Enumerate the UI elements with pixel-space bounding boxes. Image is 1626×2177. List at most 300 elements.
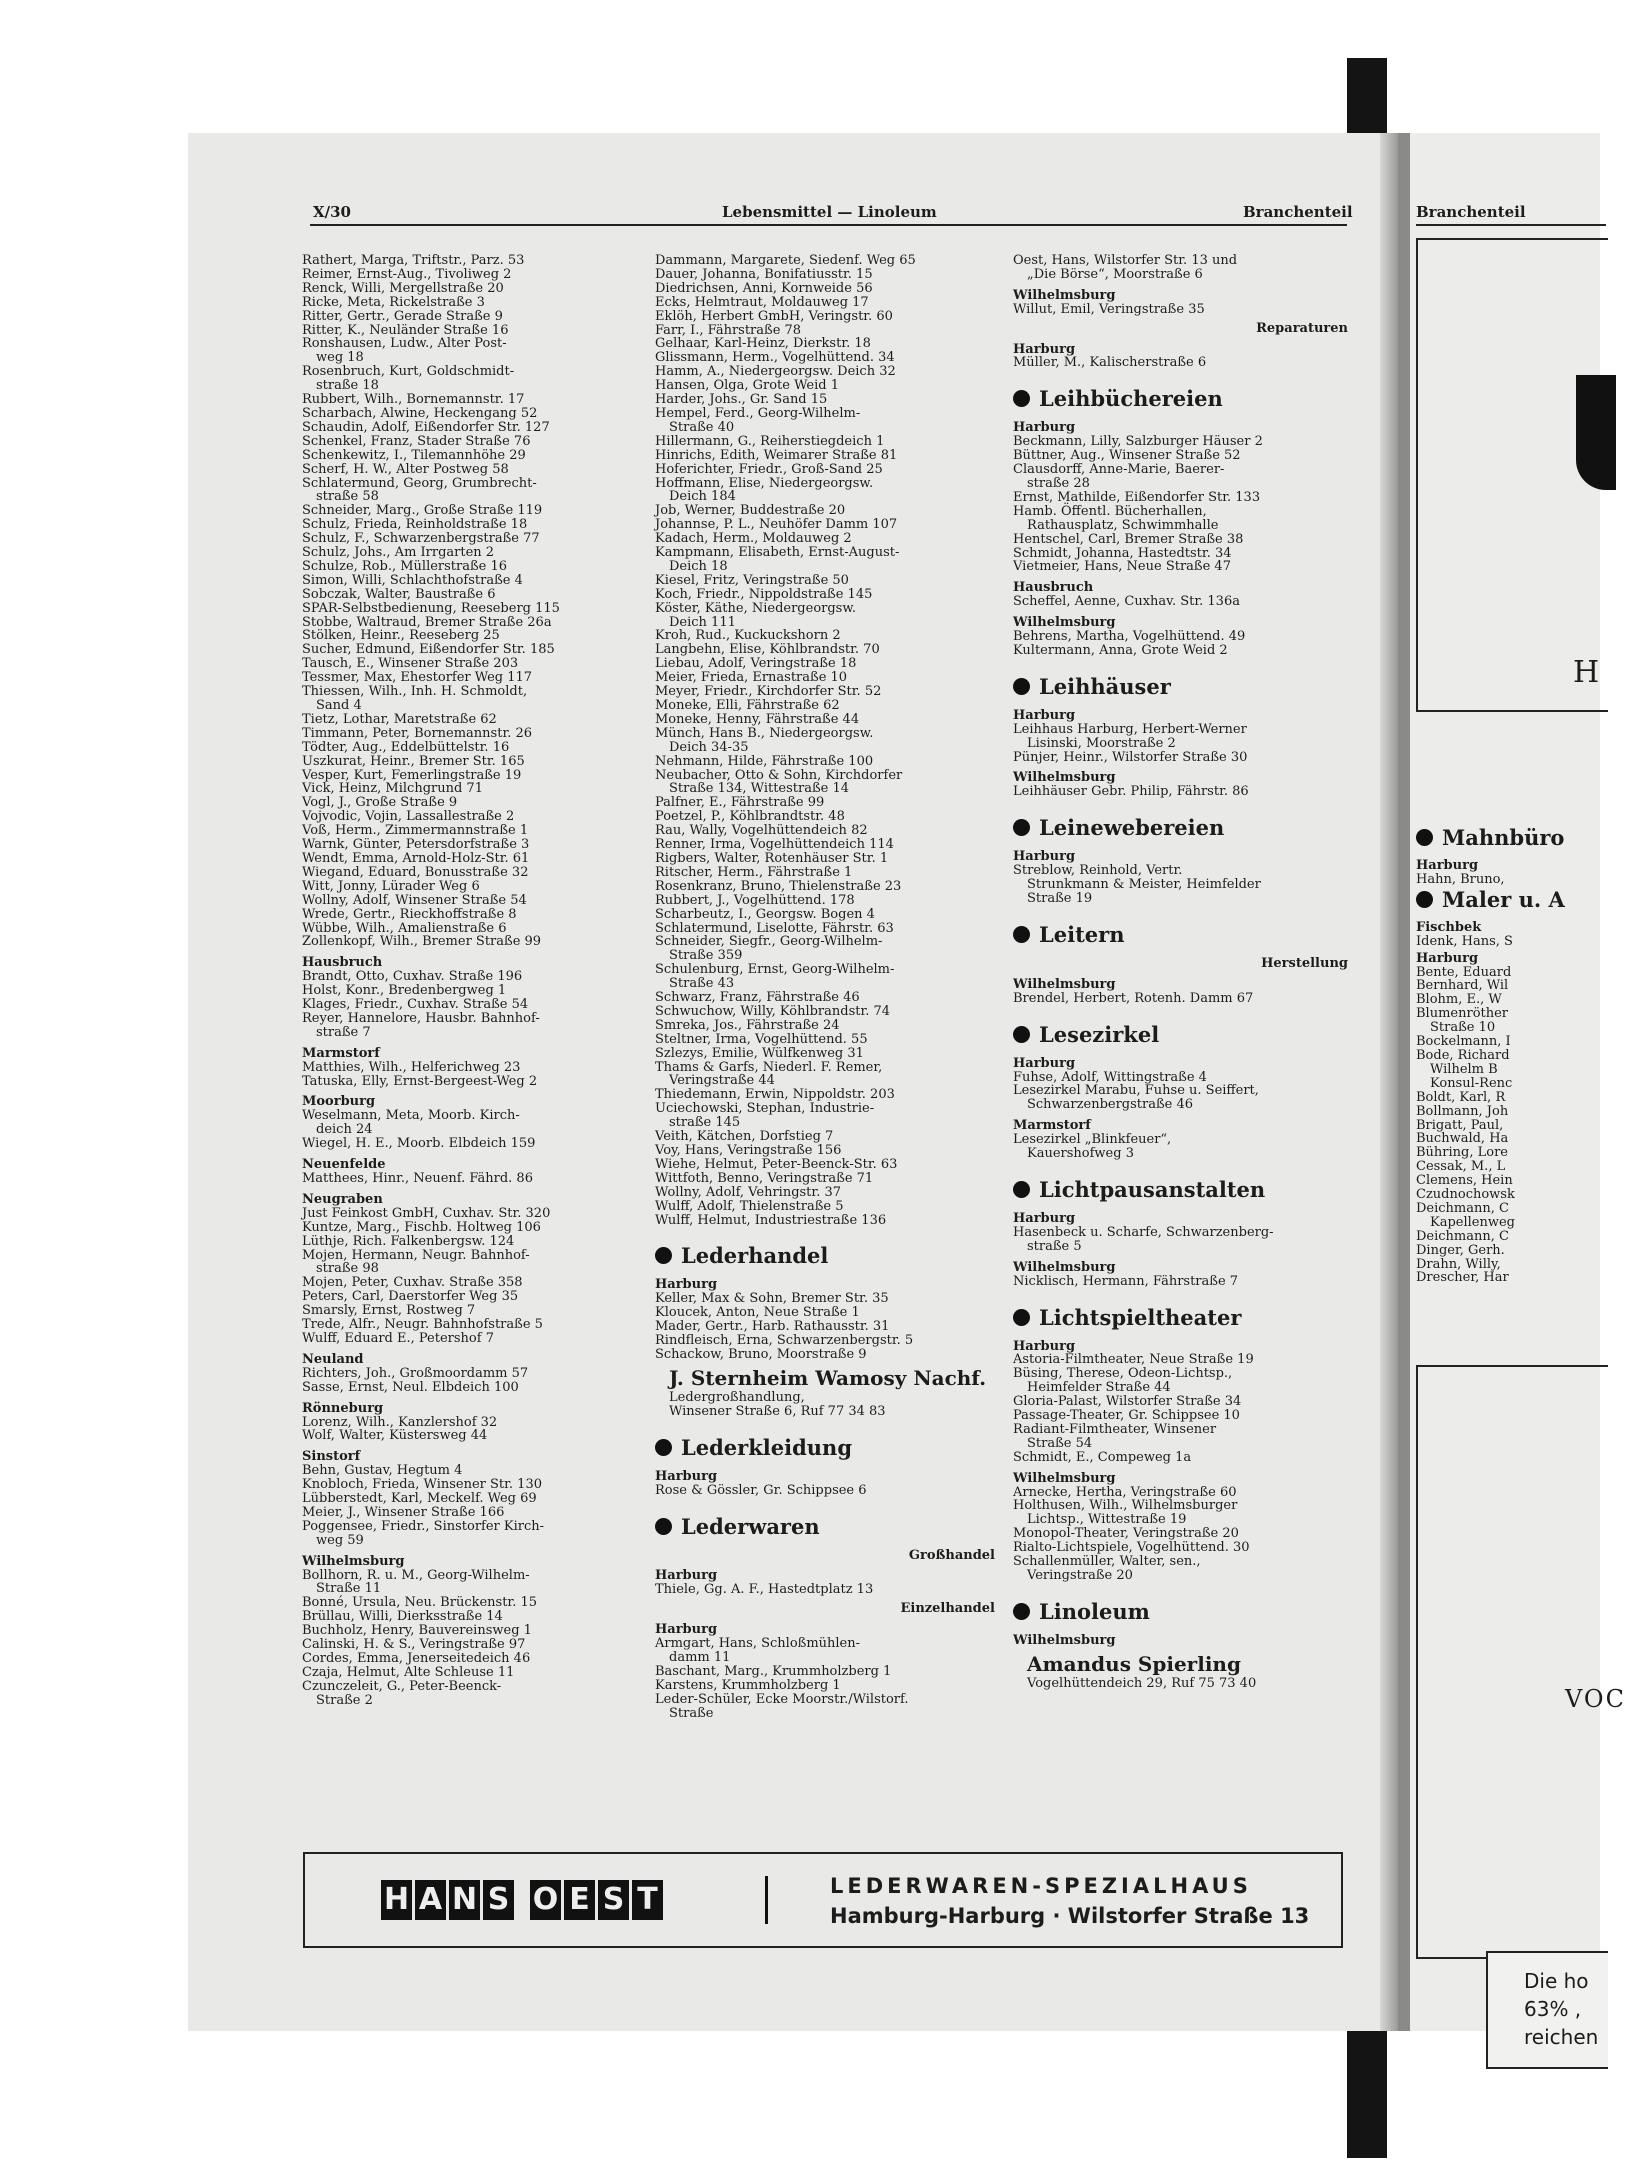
listing-entry: Rosenbruch, Kurt, Goldschmidt-: [302, 364, 515, 380]
right-ad-line: reichen: [1524, 2025, 1599, 2049]
subcategory-heading: Reparaturen: [1256, 320, 1348, 336]
listing-entry: Bente, Eduard: [1416, 964, 1512, 980]
listing-entry-continuation: Heimfelder Straße 44: [1027, 1380, 1171, 1396]
category-heading-label: Linoleum: [1039, 1598, 1150, 1624]
listing-entry: Reyer, Hannelore, Hausbr. Bahnhof-: [302, 1010, 540, 1026]
listing-entry: Kroh, Rud., Kuckuckshorn 2: [655, 628, 841, 644]
listing-entry: Klages, Friedr., Cuxhav. Straße 54: [302, 997, 529, 1013]
district-heading: Neuenfelde: [302, 1157, 386, 1173]
listing-entry-continuation: Deich 111: [669, 614, 736, 630]
category-heading: [1416, 887, 1565, 913]
listing-entry: Smreka, Jos., Fährstraße 24: [655, 1017, 840, 1033]
listing-entry: Hasenbeck u. Scharfe, Schwarzenberg-: [1013, 1224, 1274, 1240]
listing-entry: Brüllau, Willi, Dierksstraße 14: [302, 1609, 503, 1625]
listing-entry-continuation: Strunkmann & Meister, Heimfelder: [1027, 877, 1261, 893]
section-title: Lebensmittel — Linoleum: [722, 203, 937, 221]
listing-entry-continuation: Deich 34-35: [669, 739, 749, 755]
listing-entry: Rose & Gössler, Gr. Schippsee 6: [655, 1482, 867, 1498]
listing-entry: Matthies, Wilh., Helferichweg 23: [302, 1059, 521, 1075]
ad-headline: LEDERWAREN-SPEZIALHAUS: [830, 1874, 1252, 1898]
listing-entry: Richters, Joh., Großmoordamm 57: [302, 1365, 529, 1381]
listing-entry: Schenkel, Franz, Stader Straße 76: [302, 433, 531, 449]
district-heading: Neuland: [302, 1351, 364, 1367]
listing-entry-continuation: damm 11: [669, 1649, 731, 1665]
listing-entry: Kuntze, Marg., Fischb. Holtweg 106: [302, 1219, 541, 1235]
listing-entry: Schwarz, Franz, Fährstraße 46: [655, 990, 860, 1006]
listing-entry: Moneke, Elli, Fährstraße 62: [655, 698, 840, 713]
listing-entry: Weselmann, Meta, Moorb. Kirch-: [302, 1108, 520, 1124]
category-heading-label: Lederhandel: [681, 1243, 829, 1269]
listing-entry: Langbehn, Elise, Köhlbrandstr. 70: [655, 642, 880, 658]
district-heading: Wilhelmsburg: [1013, 1259, 1116, 1275]
listing-entry-continuation: Straße 40: [669, 419, 735, 435]
listing-entry-continuation: Straße 11: [316, 1581, 382, 1597]
listing-entry: Hoferichter, Friedr., Groß-Sand 25: [655, 461, 883, 477]
listing-entry: Schulz, F., Schwarzenbergstraße 77: [302, 531, 540, 547]
right-ad-line: 63% ,: [1524, 1997, 1582, 2021]
listing-column-1: [302, 254, 642, 1708]
listing-entry: Sasse, Ernst, Neul. Elbdeich 100: [302, 1379, 519, 1395]
category-heading-label: Leinewebereien: [1039, 815, 1225, 841]
listing-entry: Moneke, Henny, Fährstraße 44: [655, 711, 860, 727]
listing-entry: Kloucek, Anton, Neue Straße 1: [655, 1305, 860, 1321]
listing-entry: Kultermann, Anna, Grote Weid 2: [1013, 642, 1228, 658]
district-heading: Wilhelmsburg: [1013, 1470, 1116, 1486]
listing-entry: Rathert, Marga, Triftstr., Parz. 53: [302, 253, 525, 268]
listing-entry: Schenkewitz, I., Tilemannhöhe 29: [302, 447, 526, 463]
listing-entry-continuation: Rathausplatz, Schwimmhalle: [1027, 517, 1219, 533]
listing-entry: Harder, Johs., Gr. Sand 15: [655, 392, 828, 408]
listing-entry-continuation: Straße 10: [1430, 1020, 1496, 1036]
listing-entry: Meier, J., Winsener Straße 166: [302, 1504, 505, 1520]
listing-entry-continuation: Lisinski, Moorstraße 2: [1027, 735, 1176, 751]
category-heading: [1416, 825, 1565, 851]
listing-entry: Meier, Frieda, Ernastraße 10: [655, 670, 848, 686]
district-heading: Harburg: [655, 1277, 718, 1293]
listing-entry: Passage-Theater, Gr. Schippsee 10: [1013, 1408, 1240, 1424]
listing-entry-continuation: straße 58: [316, 489, 379, 505]
listing-entry-continuation: Winsener Straße 6, Ruf 77 34 83: [669, 1403, 886, 1419]
district-heading: Wilhelmsburg: [1013, 976, 1116, 992]
listing-entry-continuation: Konsul-Renc: [1430, 1075, 1513, 1091]
listing-entry: Bollmann, Joh: [1416, 1103, 1509, 1119]
listing-entry: Rigbers, Walter, Rotenhäuser Str. 1: [655, 850, 889, 866]
ad-address: Hamburg-Harburg · Wilstorfer Straße 13: [830, 1904, 1310, 1928]
listing-entry: Nehmann, Hilde, Fährstraße 100: [655, 753, 874, 769]
category-heading: [655, 1435, 995, 1461]
listing-entry: Wübbe, Wilh., Amalienstraße 6: [302, 920, 507, 936]
listing-entry: Trede, Alfr., Neugr. Bahnhofstraße 5: [302, 1317, 543, 1333]
listing-entry: Wollny, Adolf, Vehringstr. 37: [655, 1184, 841, 1200]
listing-entry: Stölken, Heinr., Reeseberg 25: [302, 628, 500, 644]
listing-entry: Hahn, Bruno,: [1416, 871, 1505, 887]
part-title: Branchenteil: [1243, 203, 1353, 221]
listing-entry: Brendel, Herbert, Rotenh. Damm 67: [1013, 990, 1254, 1006]
listing-entry: Szlezys, Emilie, Wülfkenweg 31: [655, 1045, 864, 1061]
listing-entry: Oest, Hans, Wilstorfer Str. 13 und: [1013, 253, 1238, 268]
listing-entry: Münch, Hans B., Niedergeorgsw.: [655, 725, 874, 741]
listing-entry: Bollhorn, R. u. M., Georg-Wilhelm-: [302, 1567, 530, 1583]
hans-oest-advertisement: [303, 1852, 1343, 1948]
district-heading: Sinstorf: [302, 1449, 361, 1465]
district-heading: Harburg: [1013, 1055, 1076, 1071]
listing-entry: Dinger, Gerh.: [1416, 1242, 1505, 1258]
listing-entry: Simon, Willi, Schlachthofstraße 4: [302, 572, 523, 588]
listing-entry: Brigatt, Paul,: [1416, 1117, 1504, 1133]
listing-entry-continuation: Straße 43: [669, 976, 735, 992]
listing-entry-continuation: Straße 134, Wittestraße 14: [669, 781, 850, 797]
listing-entry: Deichmann, C: [1416, 1228, 1509, 1244]
listing-entry: Drahn, Willy,: [1416, 1256, 1501, 1272]
listing-entry: Wendt, Emma, Arnold-Holz-Str. 61: [302, 850, 530, 866]
listing-entry-continuation: Ledergroßhandlung,: [669, 1389, 805, 1405]
listing-entry: Clausdorff, Anne-Marie, Baerer-: [1013, 462, 1225, 478]
listing-entry: Wiegel, H. E., Moorb. Elbdeich 159: [302, 1136, 536, 1152]
listing-entry: Rau, Wally, Vogelhüttendeich 82: [655, 823, 868, 839]
listing-entry: Farr, I., Fährstraße 78: [655, 322, 802, 338]
listing-entry: Rialto-Lichtspiele, Vogelhüttend. 30: [1013, 1540, 1250, 1556]
listing-entry: Thiessen, Wilh., Inh. H. Schmoldt,: [302, 684, 528, 700]
listing-entry: Clemens, Hein: [1416, 1173, 1513, 1189]
district-heading: Harburg: [1013, 420, 1076, 436]
listing-entry-continuation: straße 5: [1027, 1238, 1082, 1254]
right-page-header: Branchenteil: [1416, 203, 1526, 221]
district-heading: Harburg: [1013, 341, 1076, 357]
bullet-icon: [1013, 819, 1030, 836]
listing-entry: Gelhaar, Karl-Heinz, Dierkstr. 18: [655, 336, 871, 352]
listing-entry: Wittfoth, Benno, Veringstraße 71: [655, 1170, 874, 1186]
district-heading: Harburg: [1013, 1210, 1076, 1226]
listing-entry: Tausch, E., Winsener Straße 203: [302, 656, 519, 672]
listing-entry: Thams & Garfs, Niederl. F. Remer,: [655, 1059, 883, 1075]
listing-entry-continuation: Straße: [669, 1705, 714, 1721]
listing-entry: Boldt, Karl, R: [1416, 1089, 1506, 1105]
listing-entry: Schmidt, Johanna, Hastedtstr. 34: [1013, 545, 1232, 561]
listing-entry: Matthees, Hinr., Neuenf. Fährd. 86: [302, 1171, 533, 1186]
district-heading: Wilhelmsburg: [1013, 770, 1116, 786]
listing-entry: Wulff, Helmut, Industriestraße 136: [655, 1212, 887, 1228]
listing-entry: Zollenkopf, Wilh., Bremer Straße 99: [302, 934, 542, 950]
listing-entry: Ronshausen, Ludw., Alter Post-: [302, 336, 507, 352]
listing-entry: Dammann, Margarete, Siedenf. Weg 65: [655, 253, 916, 268]
listing-entry: Schmidt, E., Compeweg 1a: [1013, 1449, 1192, 1465]
listing-entry: Wiegand, Eduard, Bonusstraße 32: [302, 864, 529, 880]
listing-entry-continuation: straße 7: [316, 1024, 371, 1040]
listing-entry: Arnecke, Hertha, Veringstraße 60: [1013, 1484, 1237, 1500]
listing-entry: Beckmann, Lilly, Salzburger Häuser 2: [1013, 434, 1263, 450]
listing-entry: Veith, Kätchen, Dorfstieg 7: [655, 1129, 834, 1145]
subcategory-heading: Großhandel: [908, 1547, 995, 1563]
featured-entry: Amandus Spierling: [1027, 1651, 1241, 1676]
listing-entry: Witt, Jonny, Lürader Weg 6: [302, 878, 480, 894]
listing-entry: Gloria-Palast, Wilstorfer Straße 34: [1013, 1394, 1242, 1410]
listing-entry: Behrens, Martha, Vogelhüttend. 49: [1013, 629, 1246, 645]
listing-entry: Czaja, Helmut, Alte Schleuse 11: [302, 1664, 515, 1680]
right-ad-box-2: [1486, 1951, 1608, 2069]
listing-entry: Voy, Hans, Veringstraße 156: [655, 1143, 842, 1158]
listing-entry: Cessak, M., L: [1416, 1159, 1506, 1175]
listing-entry: Hamm, A., Niedergeorgsw. Deich 32: [655, 364, 896, 380]
listing-entry-continuation: Veringstraße 44: [669, 1073, 775, 1089]
listing-entry: Vietmeier, Hans, Neue Straße 47: [1013, 559, 1231, 575]
listing-entry: Radiant-Filmtheater, Winsener: [1013, 1421, 1217, 1437]
listing-entry: Rindfleisch, Erna, Schwarzenbergstr. 5: [655, 1333, 914, 1349]
listing-entry: Bode, Richard: [1416, 1047, 1510, 1063]
listing-entry: Wollny, Adolf, Winsener Straße 54: [302, 892, 527, 908]
district-heading: Wilhelmsburg: [1013, 615, 1116, 631]
listing-entry-continuation: straße 98: [316, 1261, 379, 1277]
listing-entry: Uszkurat, Heinr., Bremer Str. 165: [302, 753, 525, 769]
district-heading: Wilhelmsburg: [1013, 1632, 1116, 1648]
listing-entry: Wolf, Walter, Küstersweg 44: [302, 1428, 488, 1444]
listing-entry: Vick, Heinz, Milchgrund 71: [302, 781, 483, 797]
listing-entry-continuation: Vogelhüttendeich 29, Ruf 75 73 40: [1027, 1675, 1257, 1691]
listing-entry: Sobczak, Walter, Baustraße 6: [302, 586, 496, 602]
listing-entry: Schneider, Marg., Große Straße 119: [302, 503, 543, 519]
category-heading: [1013, 922, 1348, 948]
right-ad-text: VOC: [1565, 1685, 1626, 1713]
listing-entry: Blumenröther: [1416, 1006, 1509, 1022]
listing-entry: Tessmer, Max, Ehestorfer Weg 117: [302, 670, 533, 686]
listing-entry: Bernhard, Wil: [1416, 978, 1509, 994]
listing-entry: Mojen, Hermann, Neugr. Bahnhof-: [302, 1247, 530, 1263]
listing-entry: Job, Werner, Buddestraße 20: [655, 503, 846, 519]
listing-entry: Czunczeleit, G., Peter-Beenck-: [302, 1678, 502, 1694]
listing-entry: Hamb. Öffentl. Bücherhallen,: [1013, 503, 1207, 519]
listing-entry: Warnk, Günter, Petersdorfstraße 3: [302, 837, 530, 853]
district-heading: Harburg: [655, 1622, 718, 1638]
featured-entry: Wilhelm B: [1430, 1061, 1498, 1077]
listing-entry: Mojen, Peter, Cuxhav. Straße 358: [302, 1275, 523, 1291]
listing-entry: Kiesel, Fritz, Veringstraße 50: [655, 572, 849, 588]
right-header-rule: [1416, 224, 1606, 226]
listing-entry: Tatuska, Elly, Ernst-Bergeest-Weg 2: [302, 1073, 538, 1089]
listing-entry: Rubbert, J., Vogelhüttend. 178: [655, 892, 855, 908]
listing-entry: Schulz, Frieda, Reinholdstraße 18: [302, 517, 528, 533]
listing-entry: Schallenmüller, Walter, sen.,: [1013, 1554, 1201, 1570]
category-heading-label: Mahnbüro: [1442, 825, 1565, 850]
logo-letter: S: [483, 1880, 514, 1920]
book-spine: [1398, 133, 1410, 2031]
listing-entry: Deichmann, C: [1416, 1200, 1509, 1216]
listing-entry: Nicklisch, Hermann, Fährstraße 7: [1013, 1273, 1239, 1289]
listing-entry: Hansen, Olga, Grote Weid 1: [655, 378, 839, 394]
listing-entry: Drescher, Har: [1416, 1270, 1509, 1286]
listing-entry: Hinrichs, Edith, Weimarer Straße 81: [655, 447, 898, 463]
listing-entry: Poggensee, Friedr., Sinstorfer Kirch-: [302, 1518, 545, 1534]
listing-entry: Vogl, J., Große Straße 9: [302, 795, 458, 811]
hans-oest-logo: [381, 1880, 663, 1920]
listing-entry-continuation: Straße 359: [669, 948, 743, 964]
listing-entry: Scherf, H. W., Alter Postweg 58: [302, 461, 509, 477]
listing-entry-continuation: deich 24: [316, 1122, 373, 1138]
listing-entry-continuation: Lichtsp., Wittestraße 19: [1027, 1512, 1187, 1528]
district-heading: Wilhelmsburg: [302, 1553, 405, 1569]
listing-entry: Scheffel, Aenne, Cuxhav. Str. 136a: [1013, 594, 1240, 610]
listing-entry: Schaudin, Adolf, Eißendorfer Str. 127: [302, 419, 550, 435]
logo-letter: A: [415, 1880, 446, 1920]
listing-entry-continuation: „Die Börse“, Moorstraße 6: [1027, 266, 1203, 282]
featured-entry: J. Sternheim Wamosy Nachf.: [669, 1365, 987, 1390]
bullet-icon: [1013, 678, 1030, 695]
listing-entry-continuation: Straße 54: [1027, 1435, 1093, 1451]
listing-entry: Rubbert, Wilh., Bornemannstr. 17: [302, 392, 525, 408]
listing-entry-continuation: straße 18: [316, 378, 379, 394]
listing-entry: Schlatermund, Liselotte, Fährstr. 63: [655, 920, 894, 936]
listing-entry: Bonné, Ursula, Neu. Brückenstr. 15: [302, 1595, 538, 1611]
bullet-icon: [1013, 1026, 1030, 1043]
listing-entry: Liebau, Adolf, Veringstraße 18: [655, 656, 857, 672]
listing-entry: Schwuchow, Willy, Köhlbrandstr. 74: [655, 1003, 891, 1019]
listing-column-2: [655, 254, 995, 1720]
district-heading: Hausbruch: [302, 955, 383, 971]
listing-entry: Thiele, Gg. A. F., Hastedtplatz 13: [655, 1582, 874, 1598]
listing-entry: Hillermann, G., Reiherstiegdeich 1: [655, 433, 885, 449]
district-heading: Harburg: [655, 1568, 718, 1584]
listing-column-3: [1013, 254, 1348, 1691]
district-heading: Hausbruch: [1013, 580, 1094, 596]
listing-entry: Vojvodic, Vojin, Lassallestraße 2: [302, 809, 515, 825]
listing-entry: Koch, Friedr., Nippoldstraße 145: [655, 586, 873, 602]
listing-entry: Ritter, K., Neuländer Straße 16: [302, 322, 509, 338]
listing-entry: Ernst, Mathilde, Eißendorfer Str. 133: [1013, 489, 1261, 505]
listing-entry: Schlatermund, Georg, Grumbrecht-: [302, 475, 537, 491]
listing-entry-continuation: Kauershofweg 3: [1027, 1146, 1134, 1162]
listing-entry: Scharbeutz, I., Georgsw. Bogen 4: [655, 906, 875, 922]
logo-letter: H: [381, 1880, 412, 1920]
listing-entry-continuation: Veringstraße 20: [1027, 1568, 1133, 1583]
listing-entry: Wrede, Gertr., Rieckhoffstraße 8: [302, 906, 517, 922]
listing-entry: Ecks, Helmtraut, Moldauweg 17: [655, 294, 869, 310]
listing-entry: Renck, Willi, Mergellstraße 20: [302, 280, 504, 296]
logo-letter: H: [1573, 655, 1600, 690]
listing-entry: Schneider, Siegfr., Georg-Wilhelm-: [655, 934, 883, 950]
listing-entry: Poetzel, P., Köhlbrandtstr. 48: [655, 809, 845, 825]
listing-entry: Wiehe, Helmut, Peter-Beenck-Str. 63: [655, 1156, 898, 1172]
listing-entry-continuation: weg 18: [316, 350, 364, 366]
listing-entry: Uciechowski, Stephan, Industrie-: [655, 1101, 875, 1117]
listing-entry: Tietz, Lothar, Maretstraße 62: [302, 711, 497, 727]
district-heading: Wilhelmsburg: [1013, 287, 1116, 303]
listing-entry: Wulff, Eduard E., Petershof 7: [302, 1330, 494, 1346]
listing-entry: Köster, Käthe, Niedergeorgsw.: [655, 600, 857, 616]
listing-entry: Rosenkranz, Bruno, Thielenstraße 23: [655, 878, 902, 894]
listing-entry: Vesper, Kurt, Femerlingstraße 19: [302, 767, 522, 783]
listing-entry-continuation: straße 145: [669, 1115, 741, 1131]
category-heading-label: Lichtpausanstalten: [1039, 1176, 1266, 1202]
listing-entry: Calinski, H. & S., Veringstraße 97: [302, 1637, 526, 1653]
listing-entry: Steltner, Irma, Vogelhüttend. 55: [655, 1031, 868, 1047]
district-heading: Neugraben: [302, 1191, 383, 1207]
listing-entry: Streblow, Reinhold, Vertr.: [1013, 863, 1183, 879]
listing-entry: Palfner, E., Fährstraße 99: [655, 795, 825, 811]
gutter-shadow: [1380, 133, 1398, 2031]
listing-entry: Timmann, Peter, Bornemannstr. 26: [302, 725, 533, 741]
listing-entry: Diedrichsen, Anni, Kornweide 56: [655, 280, 873, 296]
right-listing-column: [1416, 825, 1565, 1285]
bullet-icon: [655, 1247, 672, 1264]
category-heading-label: Leitern: [1039, 921, 1125, 947]
category-heading-label: Lichtspieltheater: [1039, 1304, 1242, 1330]
listing-entry: Czudnochowsk: [1416, 1187, 1515, 1203]
listing-entry: Schackow, Bruno, Moorstraße 9: [655, 1346, 867, 1362]
listing-entry: Schulz, Johs., Am Irrgarten 2: [302, 545, 495, 561]
district-heading: Harburg: [1416, 858, 1479, 873]
district-heading: Fischbek: [1416, 919, 1482, 935]
district-heading: Harburg: [655, 1468, 718, 1484]
listing-entry: Buchwald, Ha: [1416, 1131, 1509, 1147]
district-heading: Harburg: [1013, 1338, 1076, 1354]
listing-entry: Ritscher, Herm., Fährstraße 1: [655, 864, 853, 880]
bullet-icon: [1013, 1309, 1030, 1326]
listing-entry: Scharbach, Alwine, Heckengang 52: [302, 405, 538, 421]
listing-entry: Kadach, Herm., Moldauweg 2: [655, 531, 852, 547]
district-heading: Harburg: [1416, 950, 1479, 966]
listing-entry: Knobloch, Frieda, Winsener Str. 130: [302, 1477, 542, 1493]
category-heading-label: Leihhäuser: [1039, 673, 1171, 699]
subcategory-heading: Einzelhandel: [900, 1601, 995, 1617]
listing-entry-continuation: Sand 4: [316, 698, 362, 713]
listing-entry: Leihhaus Harburg, Herbert-Werner: [1013, 721, 1247, 737]
listing-entry: Ritter, Gertr., Gerade Straße 9: [302, 308, 503, 324]
category-heading-label: Maler u. A: [1442, 886, 1565, 912]
listing-entry: Reimer, Ernst-Aug., Tivoliweg 2: [302, 266, 512, 282]
listing-entry: Lorenz, Wilh., Kanzlershof 32: [302, 1414, 498, 1430]
category-heading: [1013, 1177, 1348, 1203]
district-heading: Marmstorf: [1013, 1118, 1091, 1134]
listing-entry: Hempel, Ferd., Georg-Wilhelm-: [655, 405, 861, 421]
district-heading: Harburg: [1013, 849, 1076, 865]
logo-letter: N: [449, 1880, 480, 1920]
category-heading-label: Lesezirkel: [1039, 1021, 1160, 1047]
listing-entry: Sucher, Edmund, Eißendorfer Str. 185: [302, 642, 555, 658]
category-heading-label: Leihbüchereien: [1039, 386, 1223, 412]
listing-entry: Buchholz, Henry, Bauvereinsweg 1: [302, 1623, 532, 1639]
category-heading: [655, 1243, 995, 1269]
listing-entry: Johannse, P. L., Neuhöfer Damm 107: [655, 517, 898, 533]
listing-entry: Just Feinkost GmbH, Cuxhav. Str. 320: [302, 1205, 551, 1221]
bullet-icon: [655, 1439, 672, 1456]
listing-entry: Tödter, Aug., Eddelbüttelstr. 16: [302, 739, 510, 755]
logo-letter: S: [598, 1880, 629, 1920]
listing-entry: Pünjer, Heinr., Wilstorfer Straße 30: [1013, 749, 1248, 765]
listing-entry: Renner, Irma, Vogelhüttendeich 114: [655, 837, 894, 853]
listing-entry: Lesezirkel Marabu, Fuhse u. Seiffert,: [1013, 1083, 1259, 1099]
header-rule: [310, 224, 1347, 226]
listing-entry: Karstens, Krummholzberg 1: [655, 1677, 841, 1693]
listing-entry: Wulff, Adolf, Thielenstraße 5: [655, 1198, 844, 1214]
bullet-icon: [1013, 1181, 1030, 1198]
listing-entry: Peters, Carl, Daerstorfer Weg 35: [302, 1289, 519, 1305]
shield-logo-icon: [1576, 375, 1616, 490]
listing-entry: Ricke, Meta, Rickelstraße 3: [302, 294, 485, 310]
bullet-icon: [1013, 926, 1030, 943]
listing-entry: Holst, Konr., Bredenbergweg 1: [302, 983, 507, 999]
listing-entry: Thiedemann, Erwin, Nippoldstr. 203: [655, 1087, 895, 1103]
listing-entry-continuation: Kapellenweg: [1430, 1214, 1516, 1230]
category-heading: [1013, 1599, 1348, 1625]
listing-entry: Hoffmann, Elise, Niedergeorgsw.: [655, 475, 874, 491]
listing-entry: Büsing, Therese, Odeon-Lichtsp.,: [1013, 1366, 1233, 1382]
page-number: X/30: [313, 203, 351, 221]
listing-entry: Leihhäuser Gebr. Philip, Fährstr. 86: [1013, 784, 1249, 800]
listing-entry: Astoria-Filmtheater, Neue Straße 19: [1013, 1352, 1254, 1368]
listing-entry: Bühring, Lore: [1416, 1145, 1508, 1161]
listing-entry: Mader, Gertr., Harb. Rathausstr. 31: [655, 1319, 890, 1335]
bullet-icon: [1013, 390, 1030, 407]
listing-entry: Bockelmann, I: [1416, 1034, 1511, 1050]
listing-entry: Lübberstedt, Karl, Meckelf. Weg 69: [302, 1491, 537, 1507]
